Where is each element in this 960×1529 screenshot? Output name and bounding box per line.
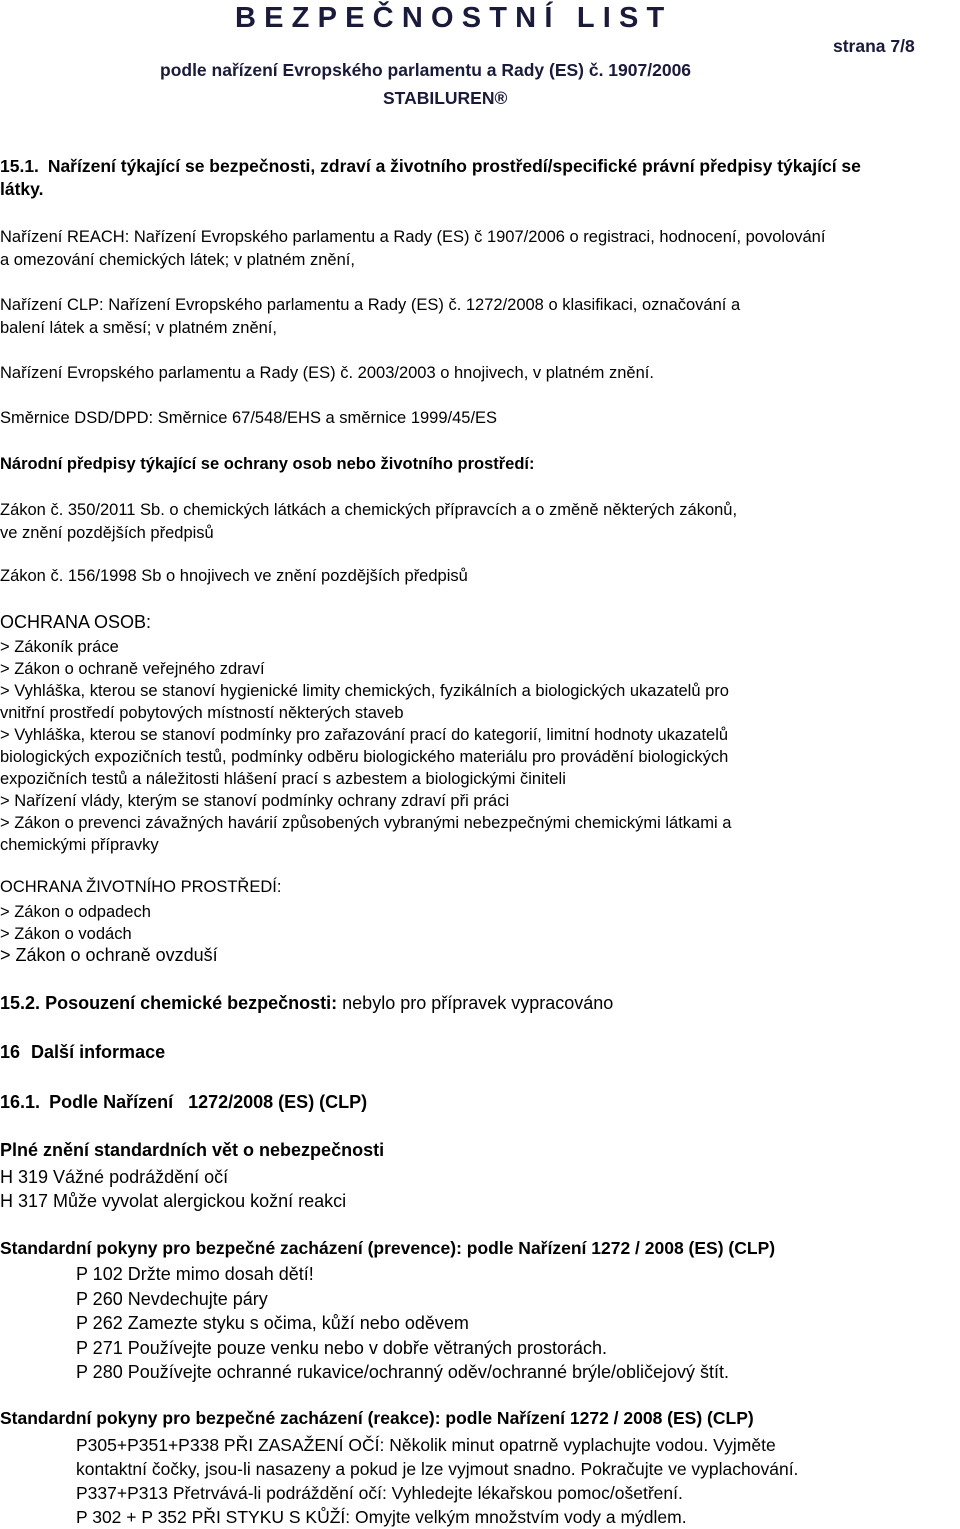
section-title-text: Podle Nařízení 1272/2008 (ES) (CLP): [49, 1092, 368, 1112]
environment-protection-list: [0, 901, 151, 945]
section-text: nebylo pro přípravek vypracováno: [342, 993, 614, 1013]
list-item: P305+P351+P338 PŘI ZASAŽENÍ OČÍ: Několik minut opatrně vyplachujte vodou. Vyjměte: [76, 1435, 776, 1455]
section-15-2: [0, 993, 613, 1014]
list-item: > Vyhláška, kterou se stanoví podmínky pro zařazování prací do kategorií, limitní hodnoty ukazatelů: [0, 726, 729, 744]
law-350-line-2: ve znění pozdějších předpisů: [0, 524, 214, 542]
list-item: > Zákon o vodách: [0, 925, 132, 943]
air-protection-law: > Zákon o ochraně ovzduší: [0, 945, 218, 965]
document-title: BEZPEČNOSTNÍ LIST: [235, 2, 673, 34]
section-number: 16: [0, 1042, 21, 1062]
page-number: strana 7/8: [833, 36, 915, 56]
list-item: P 302 + P 352 PŘI STYKU S KŮŽÍ: Omyjte velkým množstvím vody a mýdlem.: [76, 1507, 687, 1527]
list-item: > Zákon o odpadech: [0, 903, 151, 921]
section-16-1-title: [0, 1092, 367, 1113]
clp-regulation-line-2: balení látek a směsí; v platném znění,: [0, 319, 277, 337]
list-item: P 102 Držte mimo dosah dětí!: [76, 1264, 314, 1284]
section-title-text: Nařízení týkající se bezpečnosti, zdraví a životního prostředí/specifické právní předpisy týkající se: [47, 156, 861, 176]
prevention-list: [76, 1262, 729, 1385]
product-name: STABILUREN®: [383, 88, 508, 108]
list-item: P 280 Používejte ochranné rukavice/ochranný oděv/ochranné brýle/obličejový štít.: [76, 1362, 730, 1382]
list-item: P 271 Používejte pouze venku nebo v dobře větraných prostorách.: [76, 1337, 608, 1358]
law-156: Zákon č. 156/1998 Sb o hnojivech ve znění pozdějších předpisů: [0, 567, 468, 585]
persons-protection-list: [0, 636, 731, 856]
hazard-statements-heading: Plné znění standardních vět o nebezpečnosti: [0, 1140, 385, 1160]
section-15-1-title-cont: látky.: [0, 179, 44, 199]
regulation-subtitle: podle nařízení Evropského parlamentu a Rady (ES) č. 1907/2006: [160, 60, 692, 80]
list-item: vnitřní prostředí pobytových místností některých staveb: [0, 704, 404, 722]
national-regulations-heading: Národní předpisy týkající se ochrany osob nebo životního prostředí:: [0, 455, 535, 473]
list-item: P337+P313 Přetrvává-li podráždění očí: Vyhledejte lékařskou pomoc/ošetření.: [76, 1483, 683, 1503]
list-item: > Vyhláška, kterou se stanoví hygienické limity chemických, fyzikálních a biologických ukazatelů pro: [0, 682, 729, 700]
section-number: 16.1.: [0, 1092, 41, 1112]
list-item: H 319 Vážné podráždění očí: [0, 1167, 229, 1187]
prevention-heading: Standardní pokyny pro bezpečné zacházení (prevence): podle Nařízení 1272 / 2008 (ES) (CLP): [0, 1238, 776, 1258]
section-label: Posouzení chemické bezpečnosti:: [45, 993, 338, 1013]
list-item: expozičních testů a náležitosti hlášení prací s azbestem a biologickými činiteli: [0, 770, 566, 788]
reaction-list: [76, 1433, 798, 1529]
list-item: P 260 Nevdechujte páry: [76, 1288, 268, 1309]
fertilizer-regulation: Nařízení Evropského parlamentu a Rady (ES) č. 2003/2003 o hnojivech, v platném znění.: [0, 364, 654, 382]
list-item: chemickými přípravky: [0, 836, 159, 854]
reaction-heading: Standardní pokyny pro bezpečné zacházení (reakce): podle Nařízení 1272 / 2008 (ES) (CLP): [0, 1408, 754, 1428]
reach-regulation-line-2: a omezování chemických látek; v platném znění,: [0, 251, 355, 269]
list-item: H 317 Může vyvolat alergickou kožní reakci: [0, 1191, 347, 1211]
law-350-line-1: Zákon č. 350/2011 Sb. o chemických látkách a chemických přípravcích a o změně některých zákonů,: [0, 501, 738, 519]
dsd-dpd-directive: Směrnice DSD/DPD: Směrnice 67/548/EHS a směrnice 1999/45/ES: [0, 409, 498, 427]
persons-protection-heading: OCHRANA OSOB:: [0, 612, 152, 632]
section-15-1-title: [0, 156, 861, 177]
list-item: kontaktní čočky, jsou-li nasazeny a pokud je lze vyjmout snadno. Pokračujte ve vyplachování.: [76, 1459, 799, 1479]
hazard-statements-list: [0, 1165, 346, 1213]
section-number: 15.1.: [0, 156, 39, 176]
list-item: biologických expozičních testů, podmínky odběru biologického materiálu pro provádění biologických: [0, 748, 729, 766]
list-item: > Nařízení vlády, kterým se stanoví podmínky ochrany zdraví při práci: [0, 792, 510, 810]
reach-regulation-line-1: Nařízení REACH: Nařízení Evropského parlamentu a Rady (ES) č 1907/2006 o registraci, hodnocení, povolování: [0, 228, 826, 246]
environment-protection-heading: OCHRANA ŽIVOTNÍHO PROSTŘEDÍ:: [0, 878, 282, 896]
section-number: 15.2.: [0, 993, 41, 1013]
list-item: > Zákon o prevenci závažných havárií způsobených vybranými nebezpečnými chemickými látkami a: [0, 814, 732, 832]
list-item: > Zákon o ochraně veřejného zdraví: [0, 660, 265, 678]
list-item: > Zákoník práce: [0, 638, 119, 656]
section-16-title: [0, 1042, 165, 1063]
section-title-text: Další informace: [31, 1042, 166, 1062]
list-item: P 262 Zamezte styku s očima, kůží nebo oděvem: [76, 1313, 469, 1333]
clp-regulation-line-1: Nařízení CLP: Nařízení Evropského parlamentu a Rady (ES) č. 1272/2008 o klasifikaci, označování a: [0, 296, 741, 314]
